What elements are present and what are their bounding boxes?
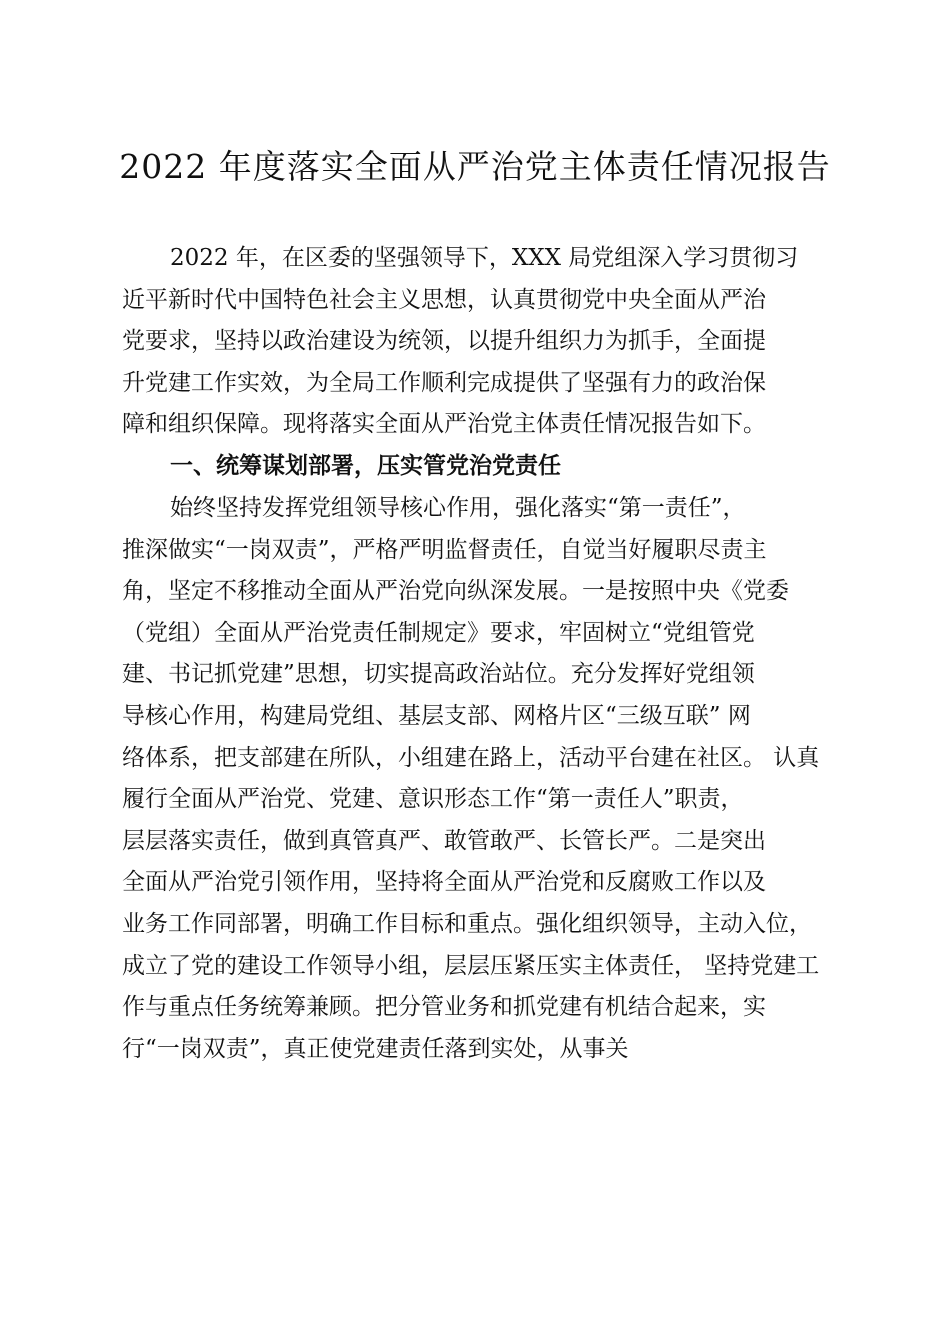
- paragraph-line: 始终坚持发挥党组领导核心作用，强化落实“第一责任”，: [170, 495, 746, 521]
- document-title: 2022 年度落实全面从严治党主体责任情况报告: [119, 147, 831, 186]
- paragraph-line: （党组）全面从严治党责任制规定》要求，牢固树立“党组管党: [122, 619, 755, 646]
- paragraph-line: 近平新时代中国特色社会主义思想，认真贯彻党中央全面从严治: [122, 286, 766, 313]
- paragraph-line: 成立了党的建设工作领导小组，层层压紧压实主体责任， 坚持党建工: [122, 952, 820, 979]
- intro-paragraph: [122, 238, 842, 446]
- paragraph-line: 建、书记抓党建”思想，切实提高政治站位。充分发挥好党组领: [122, 661, 755, 688]
- paragraph-line: 业务工作同部署，明确工作目标和重点。强化组织领导，主动入位，: [122, 910, 812, 937]
- paragraph-line: 络体系，把支部建在所队，小组建在路上，活动平台建在社区。 认真: [122, 744, 820, 771]
- paragraph-line: 2022 年，在区委的坚强领导下，XXX 局党组深入学习贯彻习: [170, 245, 799, 271]
- paragraph-line: 履行全面从严治党、党建、意识形态工作“第一责任人”职责，: [122, 786, 744, 813]
- paragraph-line: 作与重点任务统筹兼顾。把分管业务和抓党建有机结合起来，实: [122, 994, 766, 1021]
- paragraph-line: 行“一岗双责”，真正使党建责任落到实处，从事关: [122, 1035, 629, 1062]
- paragraph-line: 全面从严治党引领作用，坚持将全面从严治党和反腐败工作以及: [122, 869, 766, 896]
- paragraph-line: 党要求，坚持以政治建设为统领，以提升组织力为抓手，全面提: [122, 328, 766, 355]
- section-heading: [122, 446, 842, 488]
- paragraph-line: 升党建工作实效，为全局工作顺利完成提供了坚强有力的政治保: [122, 369, 766, 396]
- paragraph-line: 障和组织保障。现将落实全面从严治党主体责任情况报告如下。: [122, 411, 766, 438]
- paragraph-line: 角，坚定不移推动全面从严治党向纵深发展。一是按照中央《党委: [122, 578, 789, 605]
- paragraph-line: 层层落实责任，做到真管真严、敢管敢严、长管长严。二是突出: [122, 827, 766, 854]
- section-heading-text: 一、统筹谋划部署，压实管党治党责任: [170, 453, 561, 479]
- paragraph-line: 导核心作用，构建局党组、基层支部、网格片区“三级互联” 网: [122, 702, 751, 729]
- section-paragraph: [122, 488, 842, 1070]
- paragraph-line: 推深做实“一岗双责”，严格严明监督责任，自觉当好履职尽责主: [122, 536, 767, 563]
